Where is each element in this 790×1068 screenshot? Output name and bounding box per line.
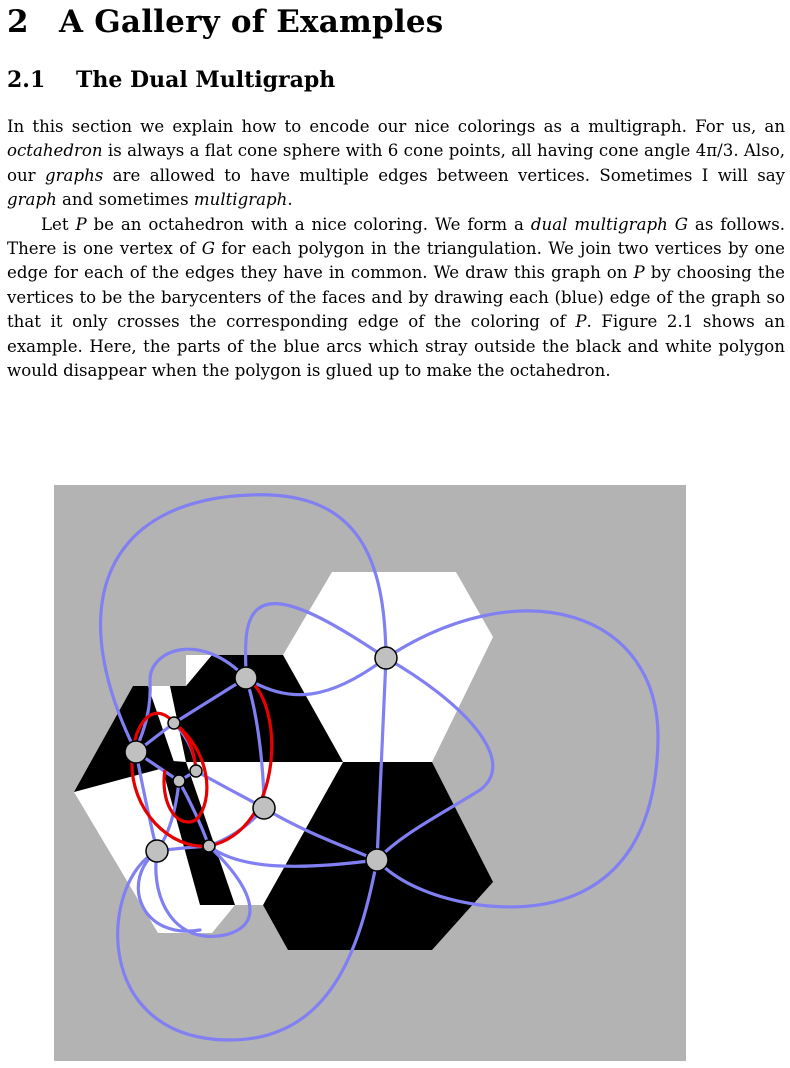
text-run: are allowed to have multiple edges between vertices. Sometimes I will say [103, 165, 785, 185]
vertex [235, 667, 257, 689]
math-P: P [633, 263, 645, 283]
math-G: G [674, 214, 688, 234]
vertex [375, 647, 397, 669]
subsection-heading [7, 67, 335, 93]
subsection-number: 2.1 [7, 67, 46, 93]
section-title: A Gallery of Examples [59, 4, 444, 40]
math-P: P [575, 312, 587, 332]
vertex [173, 775, 185, 787]
vertex [168, 717, 180, 729]
figure-dual-multigraph [54, 485, 686, 1061]
text-run: and sometimes [56, 190, 194, 210]
text-run: Let [41, 214, 76, 234]
text-run: In this section we explain how to encode our nice colorings as a multigraph. For us, an [7, 117, 785, 136]
subsection-title: The Dual Multigraph [76, 67, 336, 93]
section-number: 2 [7, 4, 29, 40]
text-run: is always a flat cone sphere with 6 cone points, all having cone angle 4π/3. Also, our [7, 141, 785, 185]
term-multigraph: multigraph [193, 190, 288, 210]
paragraph-2 [7, 213, 785, 384]
text-run: as follows. There is one vertex of [7, 214, 785, 259]
term-graphs: graphs [45, 165, 104, 185]
vertex [366, 849, 388, 871]
text-run: be an octahedron with a nice coloring. We form a [86, 214, 531, 234]
term-graph: graph [7, 190, 57, 210]
vertex [253, 797, 275, 819]
section-heading [7, 4, 443, 40]
vertex [146, 840, 168, 862]
vertex [190, 765, 202, 777]
text-run: . [287, 190, 293, 210]
math-P: P [75, 214, 87, 234]
term-dual-multigraph: dual multigraph [530, 214, 668, 234]
text-run [668, 215, 675, 234]
vertex [203, 840, 215, 852]
text-run: for each polygon in the triangulation. We join two vertices by one edge for each of the edges they have in common. We draw this graph on [7, 239, 785, 283]
paragraph-1 [7, 115, 785, 213]
math-G: G [201, 239, 216, 259]
text-run: by choosing the vertices to be the barycenters of the faces and by drawing each (blue) edge of the graph so that it only crosses the corresponding edge of the coloring of [7, 263, 786, 332]
vertex [125, 741, 147, 763]
body-text [7, 115, 785, 383]
text-run: . Figure 2.1 shows an example. Here, the parts of the blue arcs which stray outside the black and white polygon would disappear when the polygon is glued up to make the octahedron. [7, 312, 786, 381]
term-octahedron: octahedron [7, 141, 103, 161]
